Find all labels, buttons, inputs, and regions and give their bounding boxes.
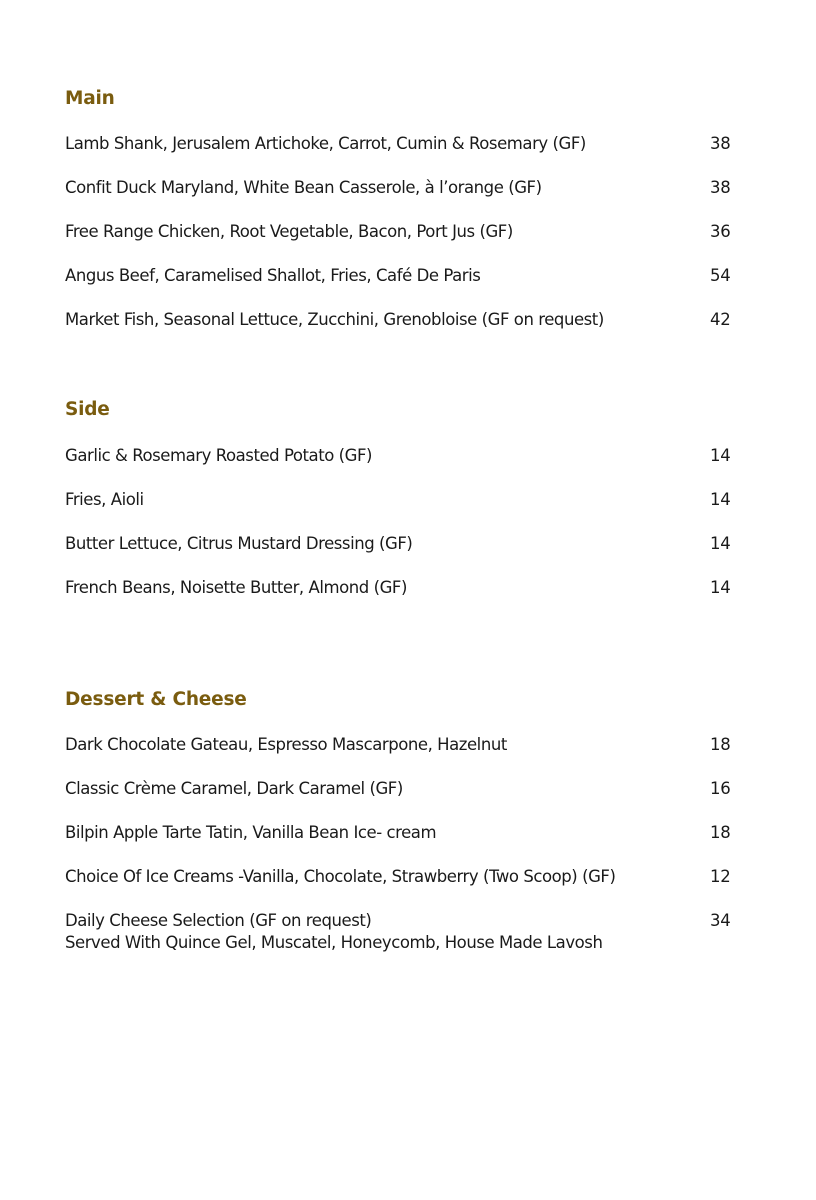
item-name: Garlic & Rosemary Roasted Potato (GF)	[65, 446, 373, 465]
item-price: 54	[710, 266, 731, 285]
item-description: Served With Quince Gel, Muscatel, Honeycomb, House Made Lavosh	[65, 933, 603, 952]
item-price: 42	[710, 310, 731, 329]
item-price: 38	[710, 178, 731, 197]
item-name: French Beans, Noisette Butter, Almond (GF)	[65, 578, 407, 597]
item-name: Choice Of Ice Creams -Vanilla, Chocolate, Strawberry (Two Scoop) (GF)	[65, 867, 616, 886]
item-name: Classic Crème Caramel, Dark Caramel (GF)	[65, 779, 403, 798]
item-price: 18	[710, 823, 731, 842]
item-price: 36	[710, 222, 731, 241]
item-name: Angus Beef, Caramelised Shallot, Fries, Café De Paris	[65, 266, 481, 285]
item-price: 18	[710, 735, 731, 754]
item-price: 34	[710, 911, 731, 930]
item-name: Lamb Shank, Jerusalem Artichoke, Carrot, Cumin & Rosemary (GF)	[65, 134, 586, 153]
item-name: Confit Duck Maryland, White Bean Casserole, à l’orange (GF)	[65, 178, 542, 197]
item-price: 14	[710, 534, 731, 553]
item-name: Fries, Aioli	[65, 490, 144, 509]
section-title: Dessert & Cheese	[65, 689, 247, 710]
item-name: Butter Lettuce, Citrus Mustard Dressing (GF)	[65, 534, 413, 553]
item-price: 14	[710, 490, 731, 509]
item-name: Bilpin Apple Tarte Tatin, Vanilla Bean Ice- cream	[65, 823, 437, 842]
item-price: 12	[710, 867, 731, 886]
section-title: Main	[65, 88, 115, 109]
item-name: Dark Chocolate Gateau, Espresso Mascarpone, Hazelnut	[65, 735, 507, 754]
section-side	[65, 398, 745, 422]
item-price: 16	[710, 779, 731, 798]
section-main	[65, 87, 745, 111]
section-title: Side	[65, 399, 110, 420]
item-price: 38	[710, 134, 731, 153]
section-dessert-cheese	[65, 688, 745, 712]
item-price: 14	[710, 578, 731, 597]
item-name: Free Range Chicken, Root Vegetable, Bacon, Port Jus (GF)	[65, 222, 513, 241]
item-price: 14	[710, 446, 731, 465]
item-name: Market Fish, Seasonal Lettuce, Zucchini, Grenobloise (GF on request)	[65, 310, 604, 329]
item-title-line: Daily Cheese Selection (GF on request)	[65, 911, 372, 930]
item-name	[65, 910, 701, 954]
